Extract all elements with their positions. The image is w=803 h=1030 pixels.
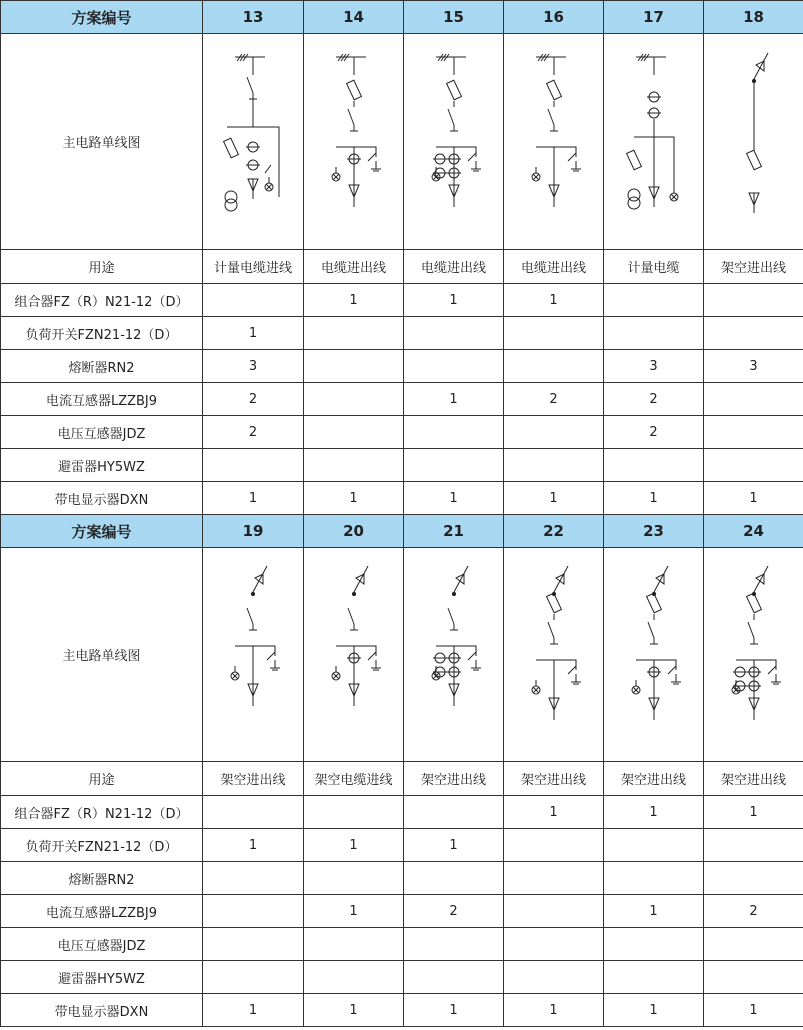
component-label: 避雷器HY5WZ (1, 449, 203, 482)
quantity-cell (404, 416, 504, 449)
quantity-cell: 2 (704, 895, 803, 928)
quantity-cell (304, 383, 404, 416)
component-row (1, 895, 803, 928)
use-cell: 架空进出线 (404, 762, 504, 796)
quantity-cell: 1 (404, 829, 504, 862)
quantity-cell (504, 449, 604, 482)
single-line-diagram-icon (213, 560, 293, 750)
diagram-cell (404, 548, 504, 762)
quantity-cell (504, 317, 604, 350)
scheme-number-label: 方案编号 (1, 1, 203, 34)
quantity-cell (704, 961, 803, 994)
component-row (1, 961, 803, 994)
diagram-cell (704, 34, 803, 250)
quantity-cell (404, 796, 504, 829)
quantity-cell: 1 (203, 482, 304, 515)
use-label: 用途 (1, 762, 203, 796)
scheme-number: 21 (404, 515, 504, 548)
quantity-cell: 1 (203, 317, 304, 350)
component-row (1, 350, 803, 383)
use-cell: 架空进出线 (203, 762, 304, 796)
quantity-cell: 1 (203, 994, 304, 1027)
component-row (1, 284, 803, 317)
quantity-cell: 1 (404, 994, 504, 1027)
component-row (1, 862, 803, 895)
component-row (1, 449, 803, 482)
quantity-cell: 1 (304, 994, 404, 1027)
quantity-cell (203, 862, 304, 895)
quantity-cell (203, 449, 304, 482)
quantity-cell (604, 829, 704, 862)
quantity-cell (404, 449, 504, 482)
component-row (1, 416, 803, 449)
quantity-cell (704, 829, 803, 862)
quantity-cell (203, 284, 304, 317)
component-row (1, 994, 803, 1027)
component-label: 熔断器RN2 (1, 862, 203, 895)
quantity-cell: 2 (203, 416, 304, 449)
quantity-cell (404, 961, 504, 994)
quantity-cell (704, 862, 803, 895)
scheme-number: 23 (604, 515, 704, 548)
quantity-cell (704, 317, 803, 350)
single-line-diagram-icon (414, 47, 494, 237)
scheme-number: 19 (203, 515, 304, 548)
quantity-cell (304, 449, 404, 482)
component-label: 负荷开关FZN21-12（D） (1, 829, 203, 862)
diagram-cell (704, 548, 803, 762)
diagram-cell (203, 548, 304, 762)
diagram-cell (504, 34, 604, 250)
quantity-cell: 3 (704, 350, 803, 383)
quantity-cell (504, 961, 604, 994)
use-cell: 计量电缆进线 (203, 250, 304, 284)
quantity-cell: 1 (604, 994, 704, 1027)
use-cell: 架空进出线 (704, 762, 803, 796)
quantity-cell: 1 (203, 829, 304, 862)
quantity-cell (504, 416, 604, 449)
quantity-cell: 1 (704, 482, 803, 515)
scheme-number: 16 (504, 1, 604, 34)
single-line-diagram-icon (514, 47, 594, 237)
quantity-cell (504, 862, 604, 895)
component-label: 组合器FZ（R）N21-12（D） (1, 284, 203, 317)
quantity-cell: 1 (304, 829, 404, 862)
single-line-diagram-icon (714, 47, 794, 237)
use-cell: 架空进出线 (604, 762, 704, 796)
quantity-cell (304, 796, 404, 829)
quantity-cell (604, 961, 704, 994)
single-line-diagram-icon (714, 560, 794, 750)
quantity-cell: 1 (404, 383, 504, 416)
quantity-cell: 1 (504, 994, 604, 1027)
component-label: 负荷开关FZN21-12（D） (1, 317, 203, 350)
quantity-cell (604, 284, 704, 317)
single-line-diagram-icon (213, 47, 293, 237)
scheme-number: 22 (504, 515, 604, 548)
component-label: 电压互感器JDZ (1, 928, 203, 961)
quantity-cell (304, 862, 404, 895)
quantity-cell: 2 (604, 416, 704, 449)
component-label: 熔断器RN2 (1, 350, 203, 383)
quantity-cell: 1 (704, 796, 803, 829)
quantity-cell: 1 (504, 796, 604, 829)
quantity-cell: 1 (704, 994, 803, 1027)
quantity-cell (504, 829, 604, 862)
quantity-cell (404, 317, 504, 350)
quantity-cell: 2 (404, 895, 504, 928)
use-cell: 架空电缆进线 (304, 762, 404, 796)
use-label: 用途 (1, 250, 203, 284)
quantity-cell (203, 961, 304, 994)
diagram-row (1, 548, 803, 762)
quantity-cell: 2 (504, 383, 604, 416)
quantity-cell (504, 350, 604, 383)
use-cell: 电缆进出线 (504, 250, 604, 284)
scheme-number: 20 (304, 515, 404, 548)
single-line-diagram-icon (314, 560, 394, 750)
diagram-label: 主电路单线图 (1, 548, 203, 762)
component-label: 电流互感器LZZBJ9 (1, 895, 203, 928)
quantity-cell (404, 928, 504, 961)
quantity-cell: 1 (504, 482, 604, 515)
component-label: 电压互感器JDZ (1, 416, 203, 449)
quantity-cell (203, 895, 304, 928)
quantity-cell: 1 (404, 284, 504, 317)
use-cell: 电缆进出线 (304, 250, 404, 284)
quantity-cell (404, 862, 504, 895)
quantity-cell (704, 449, 803, 482)
scheme-number: 15 (404, 1, 504, 34)
diagram-cell (304, 34, 404, 250)
scheme-number: 24 (704, 515, 803, 548)
scheme-number: 17 (604, 1, 704, 34)
quantity-cell: 1 (404, 482, 504, 515)
diagram-cell (304, 548, 404, 762)
component-row (1, 928, 803, 961)
quantity-cell (704, 416, 803, 449)
component-label: 避雷器HY5WZ (1, 961, 203, 994)
quantity-cell (504, 895, 604, 928)
component-label: 组合器FZ（R）N21-12（D） (1, 796, 203, 829)
quantity-cell (203, 928, 304, 961)
single-line-diagram-icon (414, 560, 494, 750)
use-cell: 计量电缆 (604, 250, 704, 284)
quantity-cell (304, 928, 404, 961)
component-label: 带电显示器DXN (1, 994, 203, 1027)
quantity-cell (203, 796, 304, 829)
quantity-cell (304, 961, 404, 994)
scheme-header-row (1, 515, 803, 548)
quantity-cell (604, 862, 704, 895)
use-row (1, 762, 803, 796)
diagram-cell (604, 34, 704, 250)
component-row (1, 482, 803, 515)
quantity-cell: 1 (504, 284, 604, 317)
component-label: 带电显示器DXN (1, 482, 203, 515)
quantity-cell (604, 928, 704, 961)
quantity-cell: 2 (604, 383, 704, 416)
single-line-diagram-icon (514, 560, 594, 750)
quantity-cell: 2 (203, 383, 304, 416)
single-line-diagram-icon (614, 47, 694, 237)
diagram-cell (504, 548, 604, 762)
quantity-cell: 1 (304, 895, 404, 928)
component-row (1, 796, 803, 829)
diagram-label: 主电路单线图 (1, 34, 203, 250)
component-label: 电流互感器LZZBJ9 (1, 383, 203, 416)
quantity-cell (304, 350, 404, 383)
scheme-header-row (1, 1, 803, 34)
scheme-number: 14 (304, 1, 404, 34)
quantity-cell (604, 449, 704, 482)
use-row (1, 250, 803, 284)
quantity-cell (504, 928, 604, 961)
component-row (1, 383, 803, 416)
quantity-cell (704, 928, 803, 961)
quantity-cell: 3 (203, 350, 304, 383)
diagram-cell (203, 34, 304, 250)
quantity-cell (304, 317, 404, 350)
diagram-row (1, 34, 803, 250)
quantity-cell: 1 (604, 482, 704, 515)
scheme-number: 18 (704, 1, 803, 34)
quantity-cell: 1 (604, 895, 704, 928)
single-line-diagram-icon (314, 47, 394, 237)
quantity-cell (304, 416, 404, 449)
single-line-diagram-icon (614, 560, 694, 750)
quantity-cell (404, 350, 504, 383)
quantity-cell (704, 284, 803, 317)
quantity-cell: 3 (604, 350, 704, 383)
diagram-cell (604, 548, 704, 762)
component-row (1, 829, 803, 862)
use-cell: 架空进出线 (704, 250, 803, 284)
quantity-cell (704, 383, 803, 416)
quantity-cell: 1 (304, 482, 404, 515)
scheme-number: 13 (203, 1, 304, 34)
component-row (1, 317, 803, 350)
diagram-cell (404, 34, 504, 250)
use-cell: 电缆进出线 (404, 250, 504, 284)
quantity-cell (604, 317, 704, 350)
use-cell: 架空进出线 (504, 762, 604, 796)
quantity-cell: 1 (604, 796, 704, 829)
quantity-cell: 1 (304, 284, 404, 317)
scheme-number-label: 方案编号 (1, 515, 203, 548)
